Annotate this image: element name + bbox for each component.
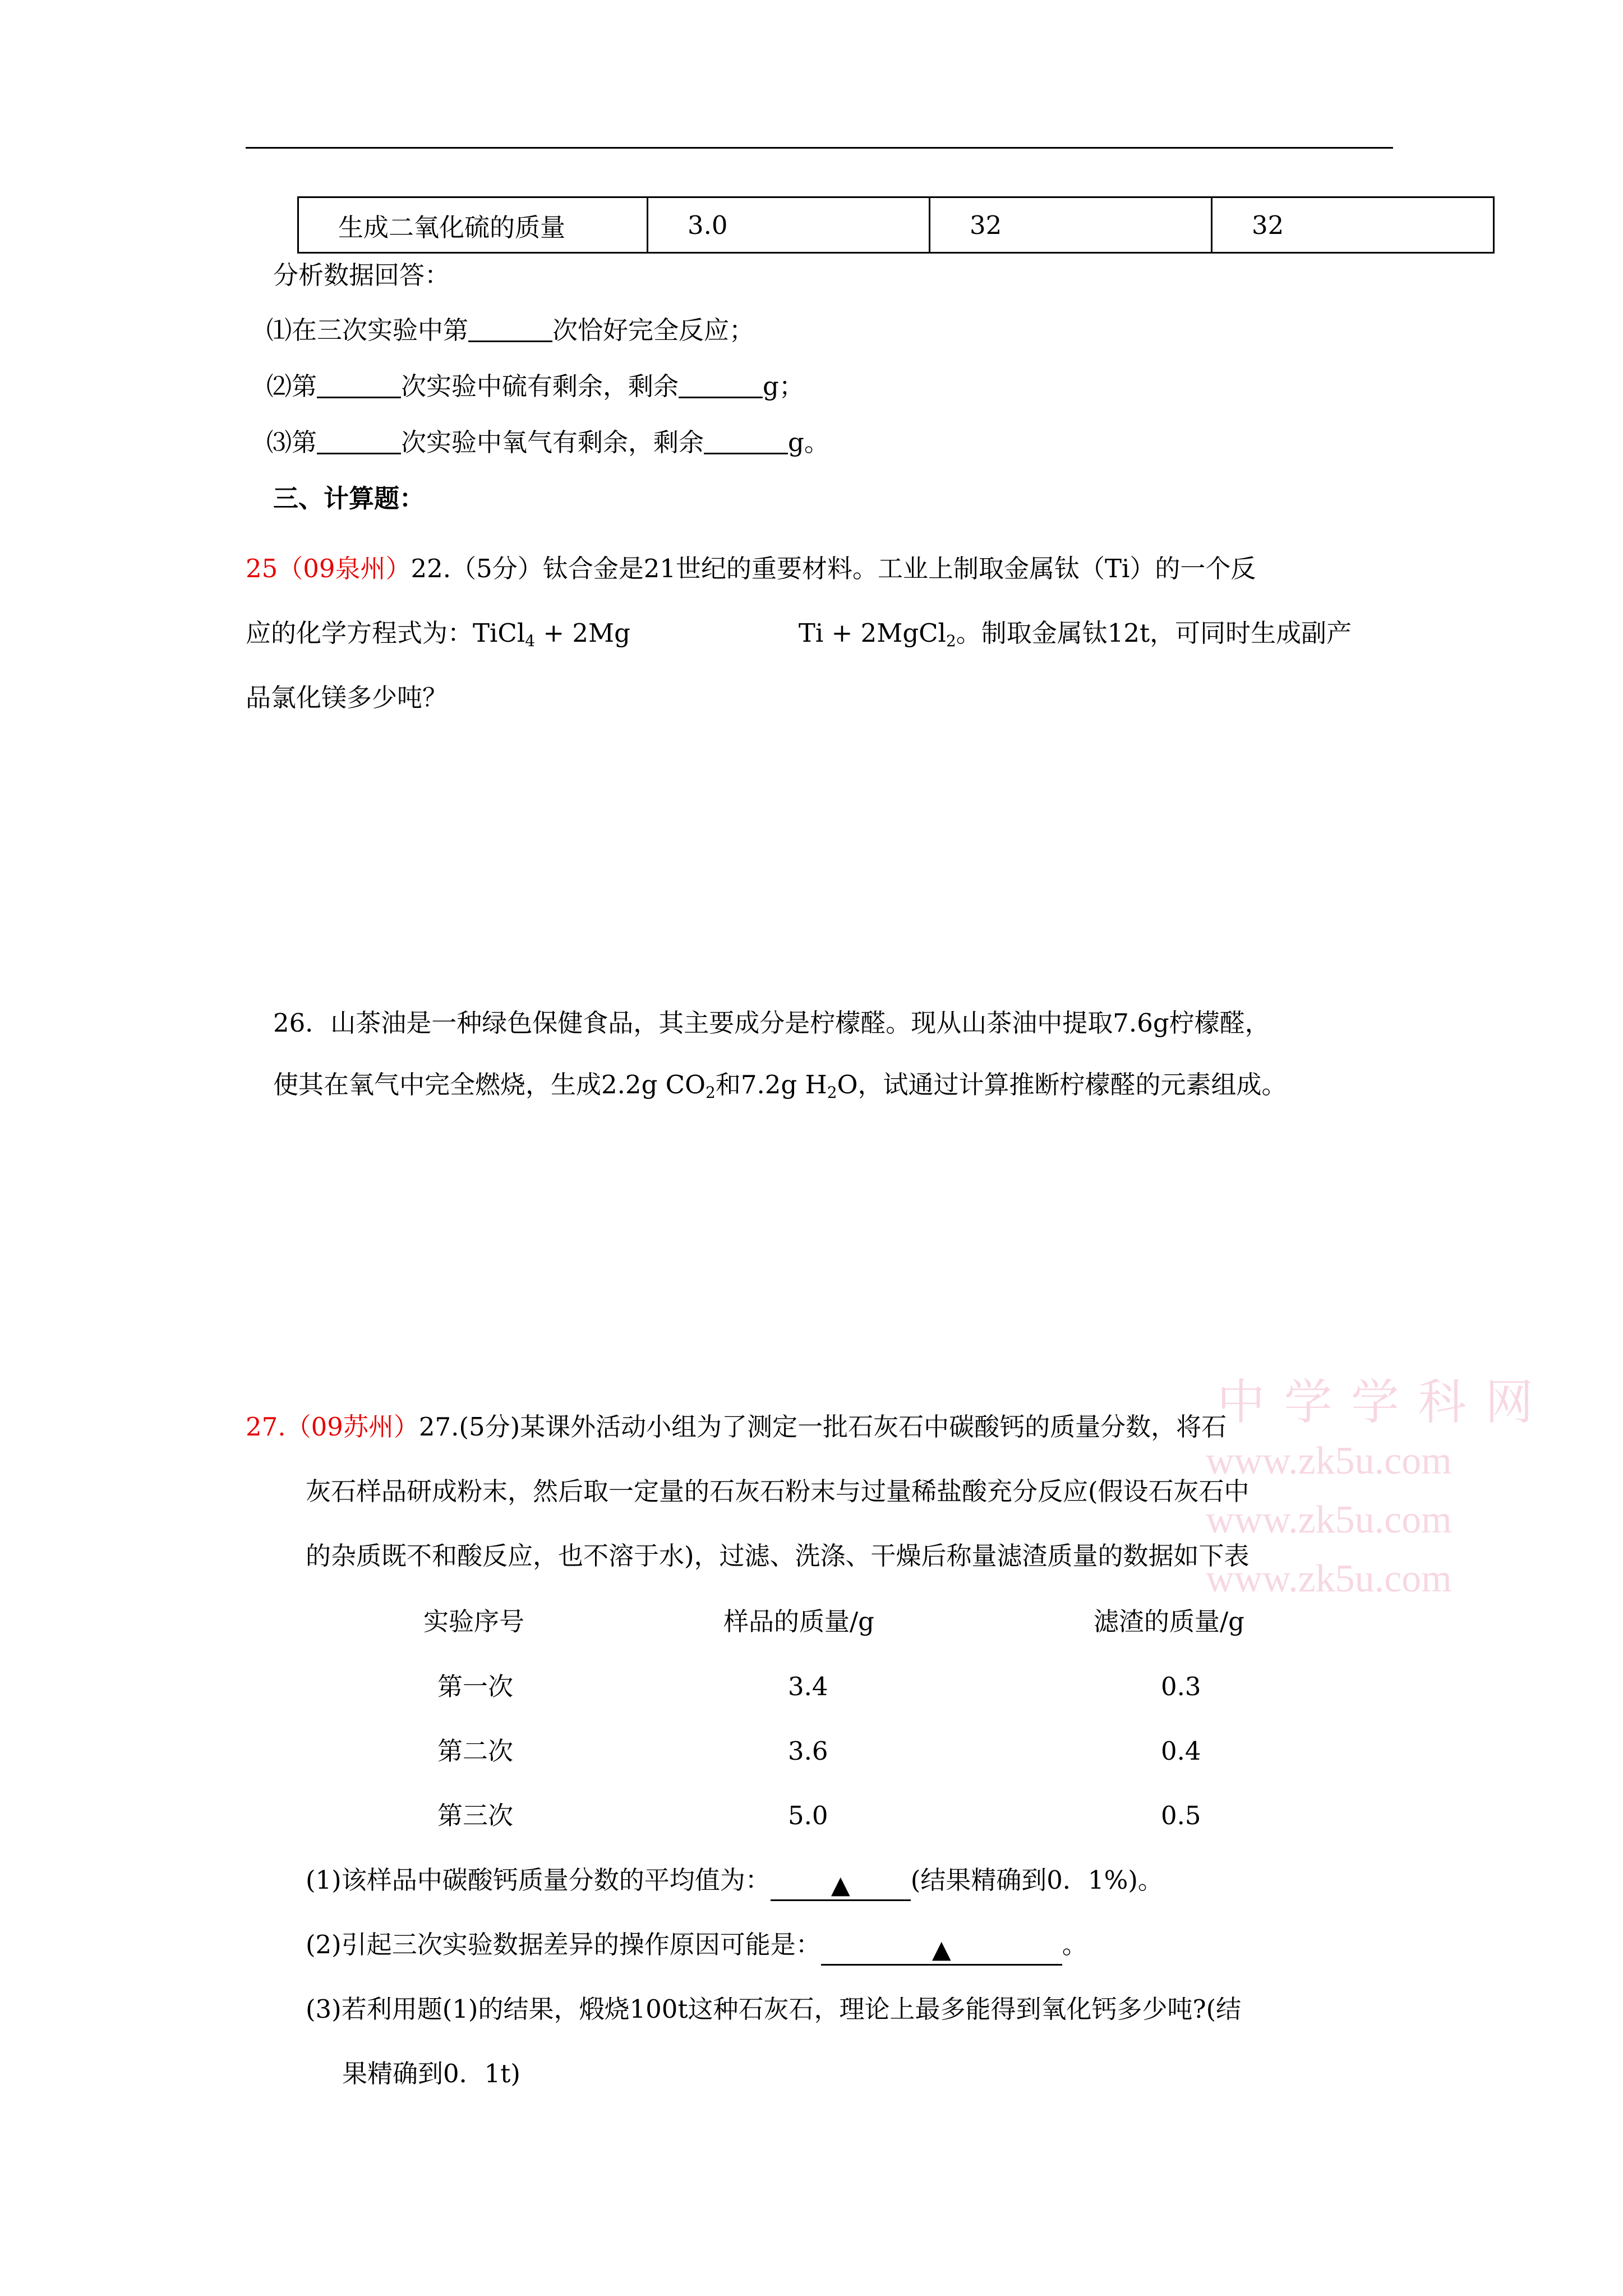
question-text: (1)该样品中碳酸钙质量分数的平均值为： bbox=[306, 1865, 771, 1895]
watermark-url: www.zk5u.com bbox=[1206, 1498, 1452, 1542]
table-header: 滤渣的质量/g bbox=[1094, 1607, 1244, 1636]
watermark-url: www.zk5u.com bbox=[1206, 1439, 1452, 1483]
question-text: 次实验中硫有剩余，剩余 bbox=[401, 371, 679, 401]
answer-blank[interactable] bbox=[317, 428, 401, 454]
equation-text: + 2Mg bbox=[535, 618, 630, 648]
table-row bbox=[298, 197, 1494, 253]
question-text: 次恰好完全反应； bbox=[552, 315, 755, 345]
question-text: 27.(5分)某课外活动小组为了测定一批石灰石中碳酸钙的质量分数，将石 bbox=[418, 1412, 1227, 1442]
table-cell: 第一次 bbox=[437, 1672, 514, 1701]
table-cell: 0.3 bbox=[1161, 1672, 1201, 1701]
table-cell-label: 生成二氧化硫的质量 bbox=[298, 197, 648, 253]
question-text: 22.（5分）钛合金是21世纪的重要材料。工业上制取金属钛（Ti）的一个反 bbox=[411, 554, 1256, 583]
question-27-sub2 bbox=[306, 1929, 1087, 1966]
analysis-intro: 分析数据回答： bbox=[273, 260, 450, 290]
table-cell: 3.6 bbox=[788, 1736, 828, 1766]
question-27-line3: 的杂质既不和酸反应，也不溶于水)，过滤、洗涤、干燥后称量滤渣质量的数据如下表 bbox=[306, 1541, 1249, 1571]
question-source-tag: 25（09泉州） bbox=[246, 554, 411, 583]
question-text: ⑵第 bbox=[266, 371, 317, 401]
question-25-line3: 品氯化镁多少吨？ bbox=[246, 683, 448, 712]
table-cell: 3.4 bbox=[788, 1672, 828, 1701]
question-line bbox=[266, 426, 829, 459]
table-cell: 0.4 bbox=[1161, 1736, 1201, 1766]
table-cell: 32 bbox=[930, 197, 1212, 253]
question-text: ⑶第 bbox=[266, 427, 317, 457]
header-rule bbox=[246, 147, 1393, 149]
question-text: g； bbox=[763, 371, 804, 401]
equation-text: Ti + 2MgCl bbox=[798, 618, 946, 648]
table-cell: 第二次 bbox=[437, 1736, 514, 1766]
table-cell: 5.0 bbox=[788, 1801, 828, 1830]
table-header: 样品的质量/g bbox=[723, 1607, 874, 1636]
section-heading: 三、计算题： bbox=[273, 484, 425, 513]
subscript: 4 bbox=[525, 632, 536, 650]
question-text: 。制取金属钛12t，可同时生成副产 bbox=[956, 618, 1352, 648]
answer-blank[interactable]: ▲ bbox=[821, 1936, 1062, 1966]
table-cell: 第三次 bbox=[437, 1801, 514, 1830]
question-27-line2: 灰石样品研成粉末，然后取一定量的石灰石粉末与过量稀盐酸充分反应(假设石灰石中 bbox=[306, 1476, 1249, 1506]
sulfur-dioxide-table bbox=[297, 196, 1495, 254]
question-text: 和7.2g H bbox=[715, 1070, 827, 1099]
question-26-line2 bbox=[273, 1069, 1287, 1101]
table-header: 实验序号 bbox=[423, 1607, 525, 1636]
answer-blank[interactable]: ▲ bbox=[771, 1871, 911, 1901]
table-cell: 32 bbox=[1212, 197, 1494, 253]
subscript: 2 bbox=[946, 632, 956, 650]
answer-blank[interactable] bbox=[468, 316, 552, 342]
subscript: 2 bbox=[706, 1083, 716, 1102]
question-27-sub1 bbox=[306, 1864, 1163, 1901]
question-text: (2)引起三次实验数据差异的操作原因可能是： bbox=[306, 1930, 821, 1959]
watermark-url: www.zk5u.com bbox=[1206, 1557, 1452, 1600]
answer-blank[interactable] bbox=[679, 372, 763, 398]
question-text: (结果精确到0．1%)。 bbox=[910, 1865, 1163, 1895]
table-cell: 3.0 bbox=[648, 197, 930, 253]
answer-blank[interactable] bbox=[317, 372, 401, 398]
question-line bbox=[266, 370, 804, 403]
subscript: 2 bbox=[827, 1083, 837, 1102]
question-source-tag: 27.（09苏州） bbox=[246, 1412, 419, 1442]
question-text: O，试通过计算推断柠檬醛的元素组成。 bbox=[837, 1070, 1287, 1099]
table-cell: 0.5 bbox=[1161, 1801, 1201, 1830]
question-text: ⑴在三次实验中第 bbox=[266, 315, 469, 345]
question-line bbox=[266, 314, 754, 347]
question-25-line1 bbox=[246, 553, 1256, 585]
equation-text: 应的化学方程式为：TiCl bbox=[246, 618, 525, 648]
question-25-line2 bbox=[246, 617, 1352, 650]
question-text: 。 bbox=[1062, 1930, 1087, 1959]
answer-blank[interactable] bbox=[704, 428, 788, 454]
question-26-line1: 26．山茶油是一种绿色保健食品，其主要成分是柠檬醛。现从山茶油中提取7.6g柠檬醛， bbox=[273, 1008, 1270, 1038]
watermark-title: 中 学 学 科 网 bbox=[1217, 1375, 1537, 1429]
question-text: g。 bbox=[788, 427, 829, 457]
question-text: 次实验中氧气有剩余，剩余 bbox=[401, 427, 704, 457]
question-27-line1 bbox=[246, 1411, 1227, 1443]
question-27-sub3-line2: 果精确到0．1t) bbox=[342, 2059, 520, 2088]
question-27-sub3-line1: (3)若利用题(1)的结果，煅烧100t这种石灰石，理论上最多能得到氧化钙多少吨?(结 bbox=[306, 1994, 1242, 2024]
question-text: 使其在氧气中完全燃烧，生成2.2g CO bbox=[273, 1070, 706, 1099]
